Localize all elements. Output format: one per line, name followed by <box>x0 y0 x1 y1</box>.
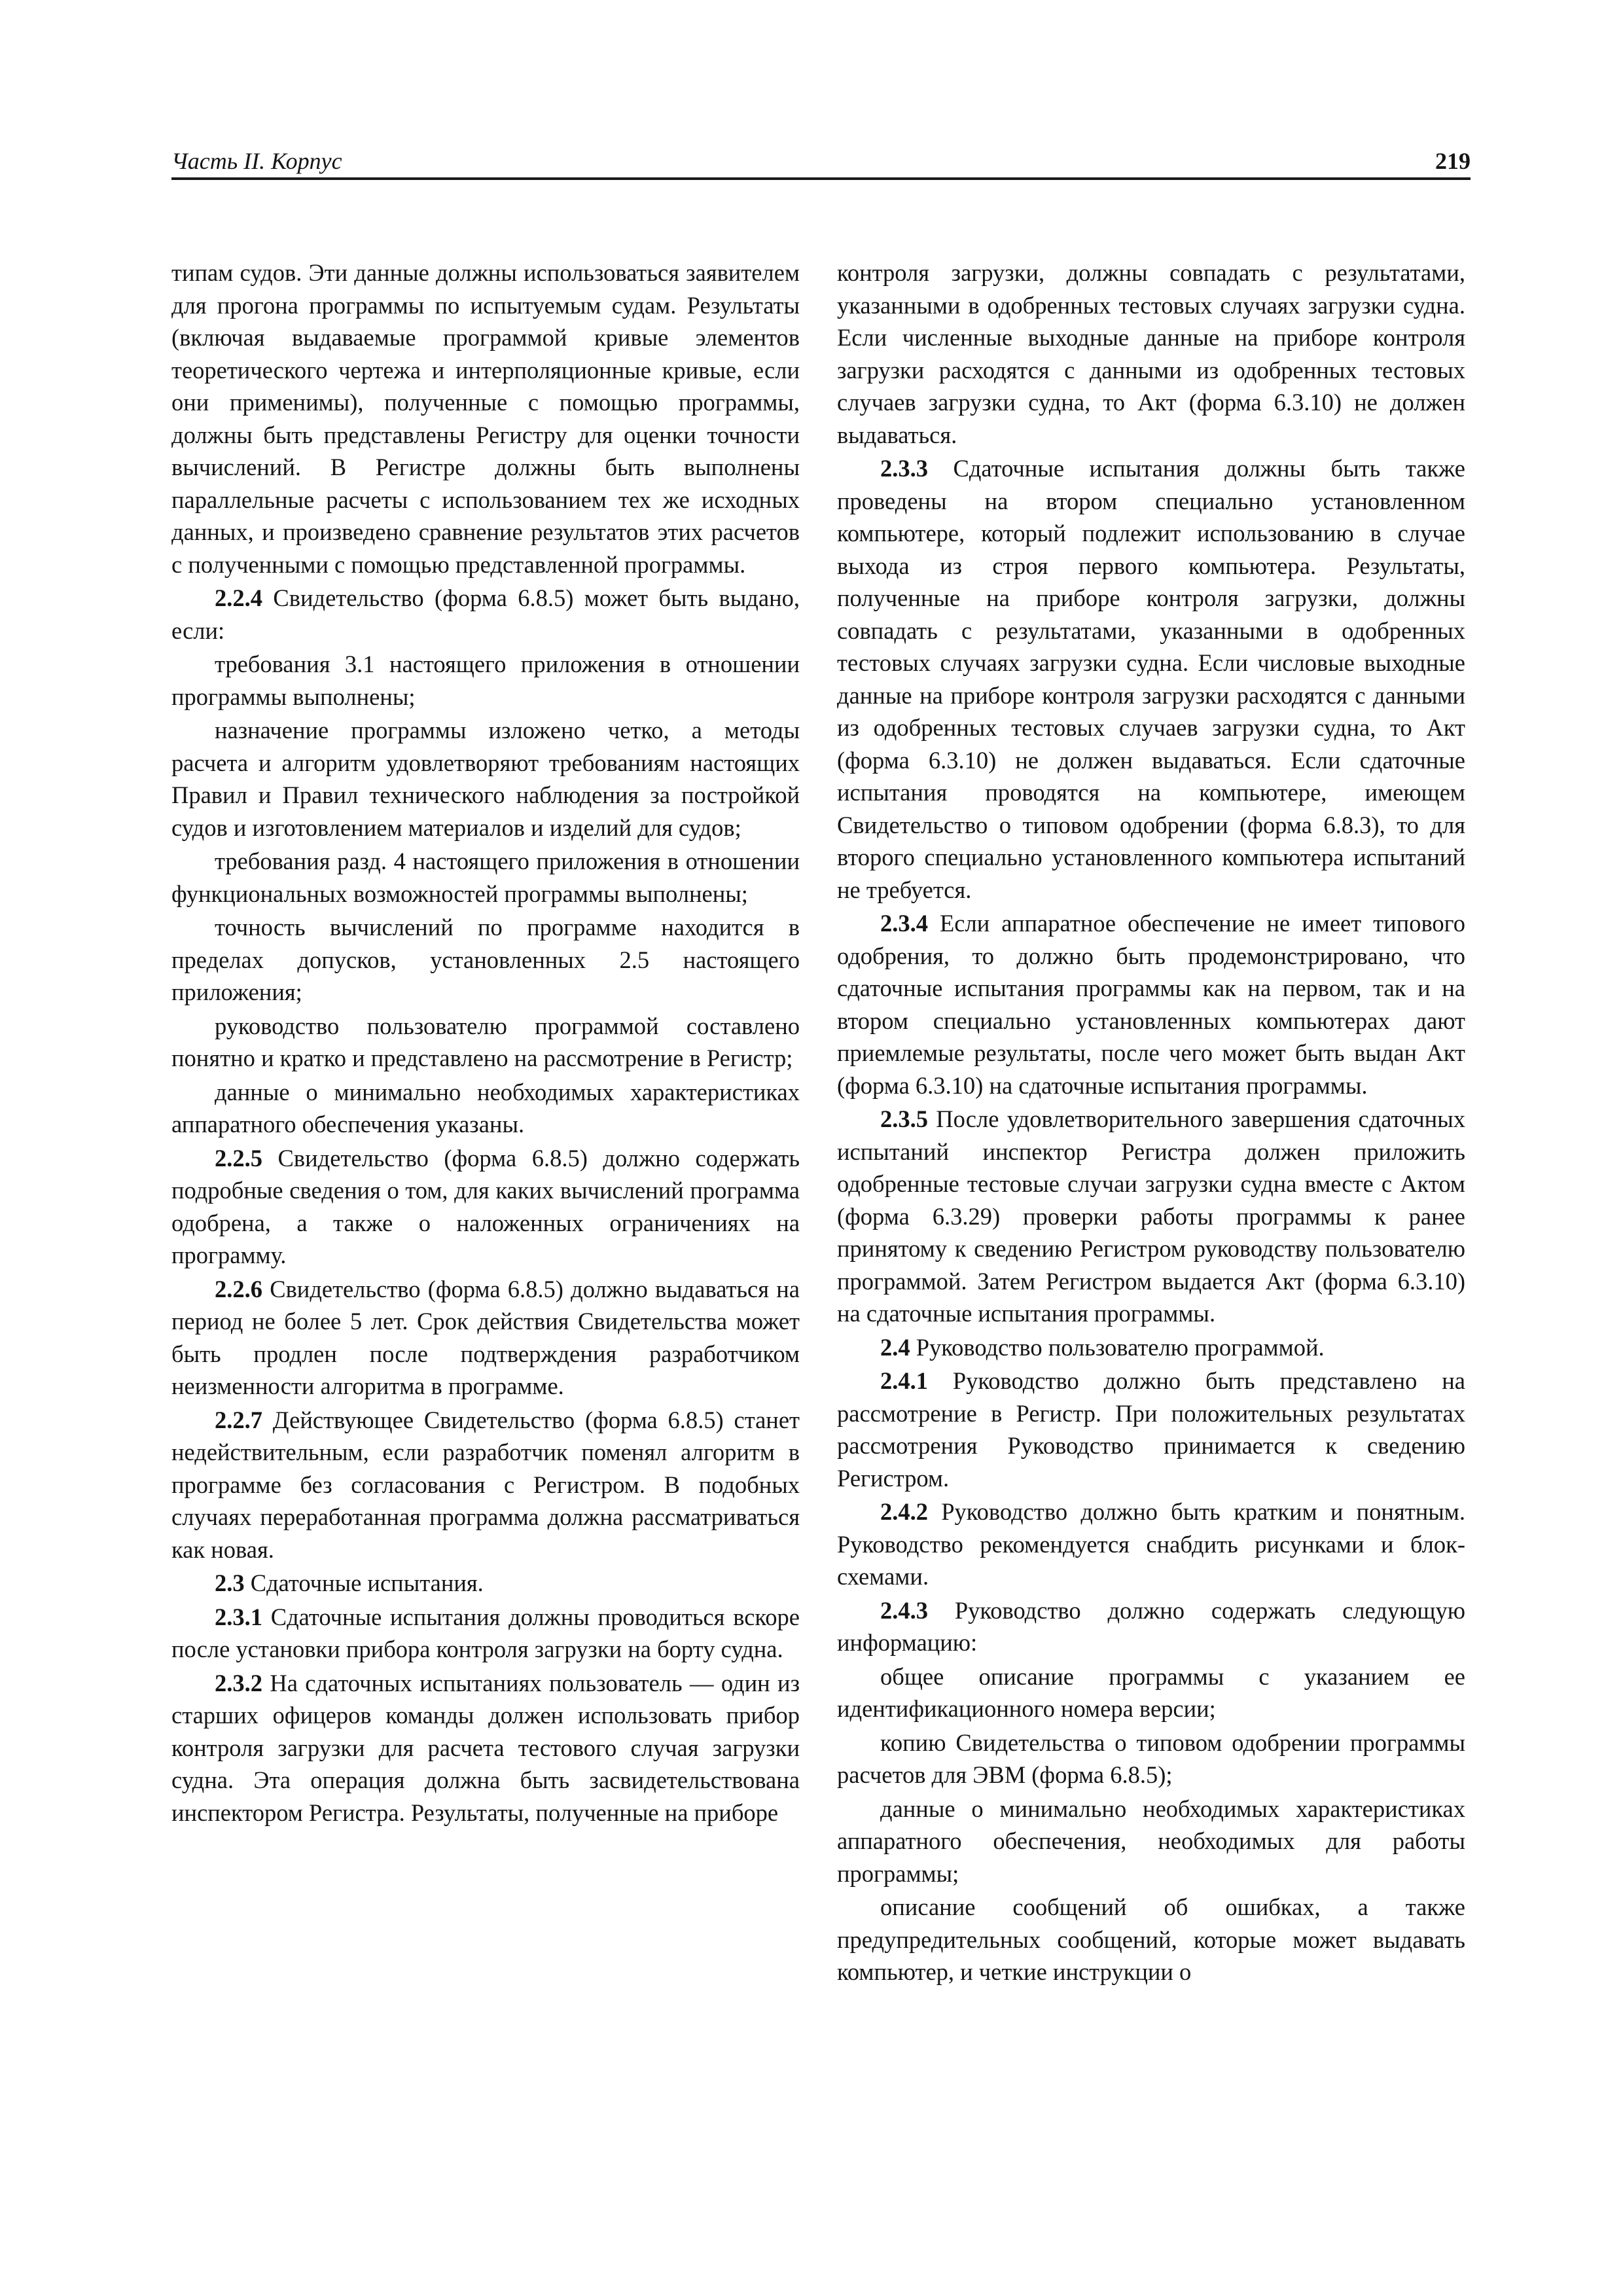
right-column <box>837 257 1465 1990</box>
list-item <box>171 911 800 1009</box>
paragraph-text: контроля загрузки, должны совпадать с результатами, указанными в одобренных тестовых случаях загрузки судна. Если численные выходные данные на приборе контроля загрузки расходятся с данными из одобренных тестовых случаев загрузки судна, то Акт (форма 6.3.10) не должен выдаваться. <box>837 259 1465 448</box>
paragraph-text: назначение программы изложено четко, а методы расчета и алгоритм удовлетворяют требованиям настоящих Правил и Правил технического наблюдения за постройкой судов и изготовлением материалов и изделий для судов; <box>171 717 800 841</box>
clause-number: 2.3 <box>215 1570 245 1596</box>
clause-number: 2.2.4 <box>215 584 262 611</box>
list-item <box>837 1793 1465 1890</box>
clause-number: 2.3.3 <box>880 455 928 482</box>
list-item <box>837 1727 1465 1791</box>
paragraph-text: данные о минимально необходимых характеристиках аппаратного обеспечения, необходимых для работы программы; <box>837 1795 1465 1887</box>
paragraph-text: данные о минимально необходимых характеристиках аппаратного обеспечения указаны. <box>171 1078 800 1138</box>
clause-number: 2.4 <box>880 1333 910 1361</box>
section-heading-2-3 <box>171 1567 800 1600</box>
clause-2-4-2 <box>837 1496 1465 1593</box>
paragraph-text: общее описание программы с указанием ее идентификационного номера версии; <box>837 1662 1465 1722</box>
paragraph-text: требования 3.1 настоящего приложения в отношении программы выполнены; <box>171 651 800 710</box>
header-rule <box>171 177 1471 180</box>
paragraph-text: копию Свидетельства о типовом одобрении программы расчетов для ЭВМ (форма 6.8.5); <box>837 1729 1465 1788</box>
clause-number: 2.4.1 <box>880 1367 928 1394</box>
paragraph-text: типам судов. Эти данные должны использоваться заявителем для прогона программы по испытуемым судам. Результаты (включая выдаваемые программой кривые элементов теоретического чертежа и интерполяционные кривые, если они применимы), полученные с помощью программы, должны быть представлены Регистру для оценки точности вычислений. В Регистре должны быть выполнены параллельные расчеты с использованием тех же исходных данных, и произведено сравнение результатов этих расчетов с полученными с помощью представленной программы. <box>171 259 800 578</box>
list-item <box>837 1891 1465 1988</box>
running-title: Часть II. Корпус <box>171 148 342 174</box>
paragraph-text: Сдаточные испытания должны проводиться вскоре после установки прибора контроля загрузки на борту судна. <box>171 1603 800 1662</box>
paragraph-text: Сдаточные испытания. <box>244 1570 484 1596</box>
paragraph-text: требования разд. 4 настоящего приложения в отношении функциональных возможностей программы выполнены; <box>171 848 800 907</box>
clause-2-4-1 <box>837 1365 1465 1494</box>
clause-number: 2.3.2 <box>215 1669 262 1696</box>
list-item <box>171 648 800 713</box>
list-item <box>171 1010 800 1075</box>
clause-2-3-5 <box>837 1103 1465 1330</box>
clause-number: 2.2.5 <box>215 1144 262 1172</box>
clause-number: 2.2.6 <box>215 1275 262 1302</box>
paragraph-text: Свидетельство (форма 6.8.5) должно выдаваться на период не более 5 лет. Срок действия Свидетельства может быть продлен после подтверждения разработчиком неизменности алгоритма в программе. <box>171 1275 800 1399</box>
paragraph-text: На сдаточных испытаниях пользователь — один из старших офицеров команды должен использовать прибор контроля загрузки для расчета тестового случая загрузки судна. Эта операция должна быть засвидетельствована инспектором Регистра. Результаты, полученные на приборе <box>171 1669 800 1826</box>
page-header <box>171 145 1471 181</box>
list-item <box>171 1076 800 1141</box>
clause-number: 2.4.3 <box>880 1596 928 1624</box>
clause-number: 2.3.5 <box>880 1105 928 1132</box>
page-number: 219 <box>1435 148 1471 174</box>
list-item <box>837 1660 1465 1725</box>
clause-2-2-6 <box>171 1273 800 1403</box>
paragraph-text: руководство пользователю программой составлено понятно и кратко и представлено на рассмотрение в Регистр; <box>171 1012 800 1071</box>
clause-2-2-4 <box>171 582 800 647</box>
section-heading-2-4 <box>837 1331 1465 1364</box>
clause-number: 2.4.2 <box>880 1498 928 1525</box>
clause-2-2-7 <box>171 1404 800 1566</box>
paragraph-text: Свидетельство (форма 6.8.5) может быть выдано, если: <box>171 584 800 644</box>
clause-number: 2.3.1 <box>215 1603 262 1630</box>
list-item <box>171 714 800 844</box>
paragraph-text: Руководство должно быть кратким и понятным. Руководство рекомендуется снабдить рисунками и блок-схемами. <box>837 1498 1465 1590</box>
clause-2-3-4 <box>837 907 1465 1102</box>
paragraph-text: Действующее Свидетельство (форма 6.8.5) станет недействительным, если разработчик поменял алгоритм в программе без согласования с Регистром. В подобных случаях переработанная программа должна рассматриваться как новая. <box>171 1406 800 1563</box>
list-item <box>171 845 800 910</box>
left-column <box>171 257 800 1830</box>
clause-number: 2.3.4 <box>880 910 928 937</box>
clause-2-3-3 <box>837 452 1465 906</box>
clause-2-3-1 <box>171 1601 800 1666</box>
paragraph <box>171 257 800 581</box>
paragraph-text: Сдаточные испытания должны быть также проведены на втором специально установленном компьютере, который подлежит использованию в случае выхода из строя первого компьютера. Результаты, полученные на приборе контроля загрузки, должны совпадать с результатами, указанными в одобренных тестовых случаях загрузки судна. Если числовые выходные данные на приборе контроля загрузки расходятся с данными из одобренных тестовых случаев загрузки судна, то Акт (форма 6.3.10) не должен выдаваться. Если сдаточные испытания проводятся на компьютере, имеющем Свидетельство о типовом одобрении (форма 6.8.3), то для второго специально установленного компьютера испытаний не требуется. <box>837 455 1465 903</box>
clause-2-4-3 <box>837 1594 1465 1659</box>
paragraph-text: точность вычислений по программе находится в пределах допусков, установленных 2.5 настоящего приложения; <box>171 914 800 1005</box>
paragraph-text: Если аппаратное обеспечение не имеет типового одобрения, то должно быть продемонстрировано, что сдаточные испытания программы как на первом, так и на втором специально установленных компьютерах дают приемлемые результаты, после чего может быть выдан Акт (форма 6.3.10) на сдаточные испытания программы. <box>837 910 1465 1099</box>
clause-number: 2.2.7 <box>215 1406 262 1433</box>
paragraph-text: Руководство должно быть представлено на рассмотрение в Регистр. При положительных результатах рассмотрения Руководство принимается к сведению Регистром. <box>837 1367 1465 1492</box>
clause-2-3-2 <box>171 1667 800 1829</box>
paragraph <box>837 257 1465 451</box>
paragraph-text: Руководство должно содержать следующую информацию: <box>837 1596 1465 1656</box>
paragraph-text: После удовлетворительного завершения сдаточных испытаний инспектор Регистра должен приложить одобренные тестовые случаи загрузки судна вместе с Актом (форма 6.3.29) проверки работы программы к ранее принятому к сведению Регистром руководству пользователю программой. Затем Регистром выдается Акт (форма 6.3.10) на сдаточные испытания программы. <box>837 1105 1465 1327</box>
paragraph-text: Руководство пользователю программой. <box>910 1333 1325 1361</box>
paragraph-text: Свидетельство (форма 6.8.5) должно содержать подробные сведения о том, для каких вычислений программа одобрена, а также о наложенных ограничениях на программу. <box>171 1144 800 1268</box>
paragraph-text: описание сообщений об ошибках, а также предупредительных сообщений, которые может выдавать компьютер, и четкие инструкции о <box>837 1893 1465 1985</box>
clause-2-2-5 <box>171 1142 800 1272</box>
